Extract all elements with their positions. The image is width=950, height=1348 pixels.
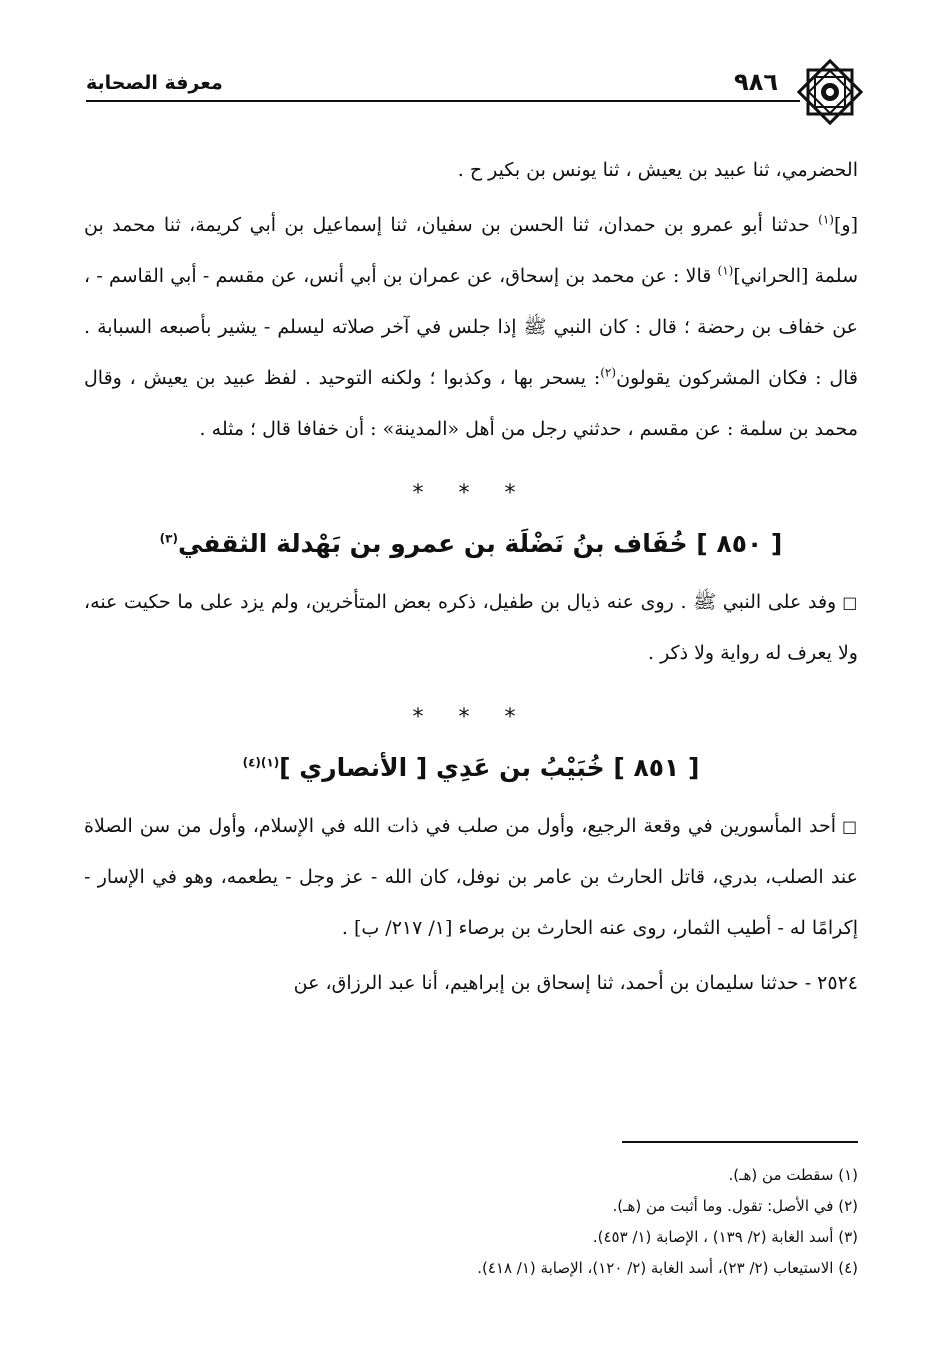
entry-heading-851 <box>84 745 858 791</box>
text-run: وفد على النبي ﷺ . روى عنه ذيال بن طفيل، ذكره بعض المتأخرين، ولم يزد على ما حكيت عنه، ولا يعرف له رواية ولا ذكر . <box>84 591 858 664</box>
text-run: حدثنا أبو عمرو بن حمدان، ثنا الحسن بن سفيان، ثنا إسماعيل بن أبي كريمة، ثنا محمد بن سلمة [الحراني] <box>84 214 858 287</box>
text-run: قالا : عن محمد بن إسحاق، عن عمران بن أبي أنس، عن مقسم - أبي القاسم - ، عن خفاف بن رحضة ؛ قال : كان النبي ﷺ إذا جلس في آخر صلاته ليسلم - يشير بأصبعه السبابة . قال : فكان المشركون يقولون <box>84 265 859 389</box>
running-title: معرفة الصحابة <box>86 72 223 94</box>
paragraph-hadith-2524 <box>84 958 858 1009</box>
footnote-ref: (١) <box>717 263 734 278</box>
footnote: (٢) في الأصل: تقول. وما أثبت من (هـ). <box>612 1197 858 1215</box>
paragraph-hadith <box>84 200 858 455</box>
section-separator: * * * <box>412 705 530 730</box>
footnote-ref: (٢) <box>600 365 617 380</box>
entry-850-body <box>84 577 858 679</box>
footnote: (٤) الاستيعاب (٢/ ٢٣)، أسد الغابة (٢/ ١٢٠)، الإصابة (١/ ٤١٨). <box>477 1259 858 1277</box>
footnote-ref: (٣) <box>159 531 178 546</box>
entry-heading-text: [ ٨٥١ ] خُبَيْبُ بن عَدِي [ الأنصاري ] <box>279 753 700 782</box>
entry-851-body <box>84 801 858 954</box>
square-bullet-icon: □ <box>842 593 858 612</box>
text-run: : يسحر بها ، وكذبوا ؛ ولكنه التوحيد . لفظ عبيد بن يعيش ، وقال محمد بن سلمة : عن مقسم ، حدثني رجل من أهل «المدينة» : أن خفافا قال ؛ مثله . <box>84 367 858 440</box>
entry-heading-850 <box>84 521 858 567</box>
page-number: ٩٨٦ <box>734 68 778 96</box>
footnote-ref: (١) <box>818 212 834 227</box>
square-bullet-icon: □ <box>842 817 858 836</box>
footnotes <box>100 1160 858 1284</box>
paragraph-isnad-continuation <box>84 145 858 196</box>
footnote-ref: (١)(٤) <box>242 755 280 770</box>
footnote: (٣) أسد الغابة (٢/ ١٣٩) ، الإصابة (١/ ٤٥٣). <box>592 1228 858 1246</box>
text-line: الحضرمي، ثنا عبيد بن يعيش ، ثنا يونس بن بكير ح . <box>457 159 858 181</box>
section-separator: * * * <box>412 481 530 506</box>
header-rule <box>86 100 800 102</box>
main-text <box>84 145 858 1009</box>
text-line: ٢٥٢٤ - حدثنا سليمان بن أحمد، ثنا إسحاق بن إبراهيم، أنا عبد الرزاق، عن <box>293 972 858 994</box>
bracket-text: [و] <box>833 214 858 236</box>
entry-heading-text: [ ٨٥٠ ] خُفَاف بنُ نَضْلَة بن عمرو بن بَهْدلة الثقفي <box>177 529 783 558</box>
page-header <box>86 60 866 100</box>
footnote-rule <box>622 1141 858 1143</box>
footnote: (١) سقطت من (هـ). <box>728 1166 858 1184</box>
octagram-ornament-icon <box>794 56 866 128</box>
text-run: أحد المأسورين في وقعة الرجيع، وأول من صلب في ذات الله في الإسلام، وأول من سن الصلاة عند الصلب، بدري، قاتل الحارث بن عامر بن نوفل، كان الله - عز وجل - يطعمه، وهو في الإسار - إكرامًا له - أطيب الثمار، روى عنه الحارث بن برصاء [١/ ٢١٧/ ب] . <box>84 815 858 939</box>
